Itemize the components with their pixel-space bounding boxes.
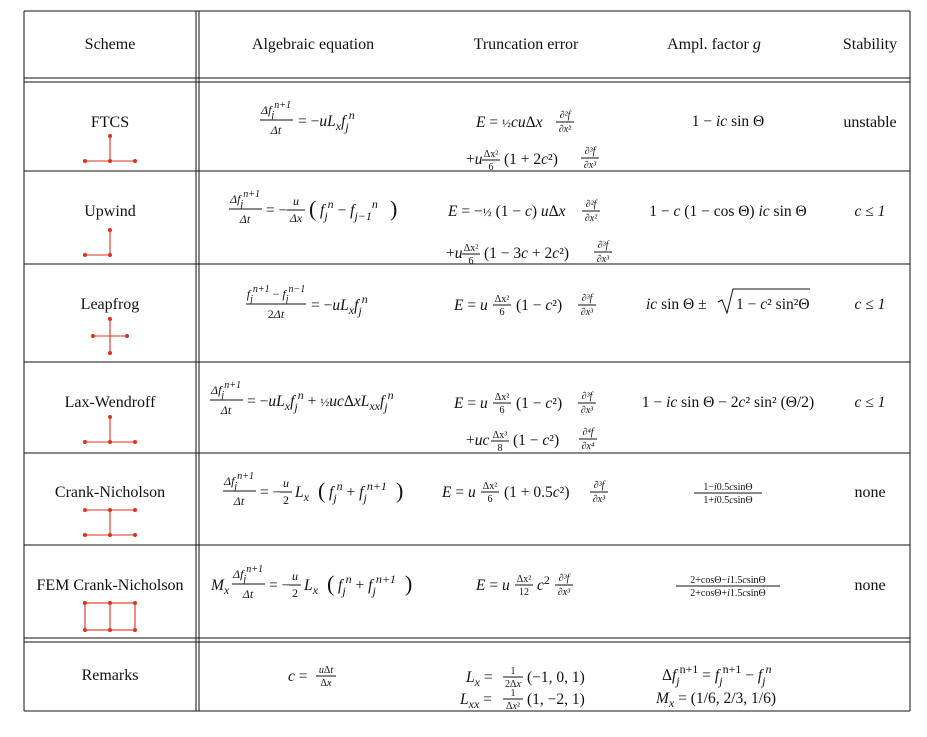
svg-text:E = ½cuΔx: E = ½cuΔx xyxy=(476,114,543,131)
svg-text:= −: = − xyxy=(260,484,282,501)
svg-text:∂³f: ∂³f xyxy=(593,480,605,491)
stability-value: none xyxy=(854,577,886,594)
algebraic-equation xyxy=(229,189,397,226)
svg-text:= −uLxfjn: = $-uL_xf_j^n$ xyxy=(298,108,355,134)
svg-text:E = u: E = u xyxy=(454,297,488,314)
svg-text:∂x³: ∂x³ xyxy=(596,254,610,265)
svg-text:1 − c² sin²Θ: 1 − c² sin²Θ xyxy=(736,296,810,313)
svg-text:= −uLxfjn + ½ucΔxLxxfjn: = $-uL_xf_j^n$ + $\frac{1}{2}uc\Delta xL_{xx}f_j^n$ xyxy=(247,388,394,414)
svg-text:Lx: $L_x$ xyxy=(304,577,318,597)
header-stability: Stability xyxy=(842,36,898,53)
svg-text:+u: +u xyxy=(466,151,483,168)
svg-text:u: u xyxy=(283,476,289,490)
svg-text:∂x²: ∂x² xyxy=(558,124,572,135)
remark-mx: $M_x = (1/6$, 2/3, 1/6) xyxy=(656,690,776,710)
svg-text:(1 − c²): (1 − c²) xyxy=(513,432,560,449)
svg-text:fjn + fjn+1: $f_j^n + f_j^{n+1}$ xyxy=(338,572,396,598)
svg-text:Lx =: $L_x$ = xyxy=(466,669,493,689)
truncation-error xyxy=(453,293,596,318)
stencil-icon xyxy=(83,228,112,257)
svg-text:∂x³: ∂x³ xyxy=(580,405,594,416)
header-ampl-factor: Ampl. factor g xyxy=(667,36,761,53)
truncation-error xyxy=(475,573,573,598)
algebraic-equation xyxy=(210,380,394,417)
stability-value: none xyxy=(854,484,886,501)
svg-text:∂x³: ∂x³ xyxy=(583,160,597,171)
scheme-name: Crank-Nicholson xyxy=(54,484,166,501)
row-leapfrog xyxy=(81,284,886,355)
svg-text:∂x³: ∂x³ xyxy=(557,587,571,598)
svg-text:fjn − fj−1n: $f_j^n - f_{j-1}^n$ xyxy=(320,197,378,223)
svg-text:6: 6 xyxy=(499,405,505,416)
svg-text:∂x⁴: ∂x⁴ xyxy=(581,441,595,452)
svg-text:Δt: Δt xyxy=(220,403,232,417)
svg-text:Δx²: Δx² xyxy=(482,481,498,492)
svg-text:Δfjn+1: $\Delta f_j^{n+1}$ xyxy=(224,471,254,492)
stability-value: c ≤ 1 xyxy=(854,203,886,220)
svg-text:E = u: E = u xyxy=(476,577,510,594)
remark-lxx xyxy=(459,688,585,712)
svg-text:Lx: $L_x$ xyxy=(295,484,309,504)
svg-text:fjn+1 − fjn−1: $f_j^{n+1} - f_j^{n-1}$ xyxy=(246,284,306,305)
svg-text:Δx²: Δx² xyxy=(463,243,479,254)
row-remarks xyxy=(82,662,776,712)
svg-text:fjn + fjn+1: $f_j^n + f_j^{n+1}$ xyxy=(329,479,387,505)
algebraic-equation xyxy=(210,564,412,601)
svg-text:= −: = − xyxy=(269,577,291,594)
svg-text:= −: = − xyxy=(266,202,288,219)
svg-text:(: ( xyxy=(318,478,326,503)
algebraic-equation xyxy=(260,100,355,137)
svg-text:8: 8 xyxy=(497,443,503,454)
svg-text:= −uLxfjn: = $-uL_xf_j^n$ xyxy=(311,292,368,318)
svg-text:ic sin Θ ±: ic sin Θ ± xyxy=(646,296,707,313)
ampl-factor: 1 − ic sin Θ − 2c² sin² (Θ/2) xyxy=(641,394,815,411)
svg-text:∂³f: ∂³f xyxy=(581,391,593,402)
header-algebraic: Algebraic equation xyxy=(251,36,375,53)
remark-delta-f: $\Delta f_j^{n+1} = f_j^{n+1} - f_j^n$ xyxy=(662,662,772,688)
svg-text:Mx: $M_x$ xyxy=(211,577,230,597)
truncation-error xyxy=(441,480,608,505)
stability-value: c ≤ 1 xyxy=(854,394,886,411)
svg-text:Δx²: Δx² xyxy=(494,392,510,403)
scheme-name: FEM Crank-Nicholson xyxy=(36,577,184,594)
stability-value: unstable xyxy=(843,114,897,131)
svg-text:6: 6 xyxy=(487,494,493,505)
svg-text:(1 − 3c + 2c²): (1 − 3c + 2c²) xyxy=(484,245,569,262)
truncation-error xyxy=(446,199,612,267)
ampl-factor: 1 − c (1 − cos Θ) ic sin Θ xyxy=(649,203,807,220)
remark-lx xyxy=(465,666,585,690)
ampl-factor xyxy=(676,575,780,599)
svg-text:∂x²: ∂x² xyxy=(584,213,598,224)
svg-text:+uc: +uc xyxy=(466,432,490,449)
row-lax-wendroff xyxy=(65,380,886,454)
svg-text:Δx²: Δx² xyxy=(483,149,499,160)
svg-text:∂³f: ∂³f xyxy=(584,146,596,157)
svg-text:E = −½ (1 − c) uΔx: E = −½ (1 − c) uΔx xyxy=(448,203,566,220)
svg-text:E = u: E = u xyxy=(454,395,488,412)
remarks-label: Remarks xyxy=(81,667,139,684)
svg-text:Δx: Δx xyxy=(289,211,303,225)
svg-text:): ) xyxy=(390,196,398,221)
svg-text:u: u xyxy=(292,569,298,583)
svg-text:2: 2 xyxy=(283,493,289,507)
svg-text:Δx: Δx xyxy=(320,678,332,689)
svg-text:∂³f: ∂³f xyxy=(558,573,570,584)
svg-text:(1, −2, 1): (1, −2, 1) xyxy=(527,691,585,708)
svg-text:Δx²: Δx² xyxy=(506,701,520,712)
row-crank-nicholson xyxy=(55,471,886,537)
truncation-error xyxy=(466,110,599,173)
stencil-icon xyxy=(83,134,137,163)
svg-text:(: ( xyxy=(327,571,335,596)
svg-text:Δx³: Δx³ xyxy=(492,430,508,441)
scheme-name: Lax-Wendroff xyxy=(64,394,156,411)
svg-text:1+i0.5csinΘ: 1+i0.5csinΘ xyxy=(703,495,753,506)
svg-text:Lxx =: $L_{xx}$ = xyxy=(460,691,492,711)
table-rules xyxy=(24,11,910,711)
svg-text:1: 1 xyxy=(510,688,516,699)
svg-text:∂²f: ∂²f xyxy=(559,110,571,121)
stencil-icon xyxy=(83,601,137,632)
svg-text:Δx²: Δx² xyxy=(494,294,510,305)
svg-text:c2: $c^2$ xyxy=(537,573,550,594)
stability-value: c ≤ 1 xyxy=(854,296,886,313)
svg-text:2+cosΘ−i1.5csinΘ: 2+cosΘ−i1.5csinΘ xyxy=(690,575,766,586)
svg-text:): ) xyxy=(396,478,404,503)
svg-text:c =: c = xyxy=(288,668,308,685)
svg-text:(: ( xyxy=(309,196,317,221)
svg-text:2Δt: 2Δt xyxy=(267,307,285,321)
svg-text:Δt: Δt xyxy=(242,587,254,601)
svg-text:(1 + 0.5c²): (1 + 0.5c²) xyxy=(504,484,570,501)
svg-text:Δfjn+1: $\Delta f_j^{n+1}$ xyxy=(261,100,291,121)
svg-text:): ) xyxy=(405,571,413,596)
header-truncation: Truncation error xyxy=(473,36,579,53)
ampl-factor xyxy=(694,482,762,506)
svg-text:∂³f: ∂³f xyxy=(581,293,593,304)
svg-text:uΔt: uΔt xyxy=(318,665,334,676)
svg-text:6: 6 xyxy=(488,162,494,173)
svg-text:1−i0.5csinΘ: 1−i0.5csinΘ xyxy=(703,482,753,493)
svg-text:Δfjn+1: $\Delta f_j^{n+1}$ xyxy=(211,380,241,401)
header-scheme: Scheme xyxy=(84,36,136,53)
svg-text:Δx²: Δx² xyxy=(516,574,532,585)
svg-text:(1 − c²): (1 − c²) xyxy=(516,297,563,314)
stencil-icon xyxy=(83,415,137,444)
svg-text:2+cosΘ+i1.5csinΘ: 2+cosΘ+i1.5csinΘ xyxy=(690,588,766,599)
scheme-name: Leapfrog xyxy=(80,296,140,313)
svg-text:2: 2 xyxy=(292,586,298,600)
ampl-factor: 1 − ic sin Θ xyxy=(691,113,765,130)
ampl-factor xyxy=(646,289,810,313)
svg-text:∂⁴f: ∂⁴f xyxy=(582,427,594,438)
svg-text:1: 1 xyxy=(510,666,516,677)
svg-text:12: 12 xyxy=(519,587,529,598)
scheme-name: FTCS xyxy=(90,114,130,131)
row-upwind xyxy=(83,189,885,267)
svg-text:6: 6 xyxy=(499,307,505,318)
stencil-icon xyxy=(91,317,129,355)
scheme-name: Upwind xyxy=(84,203,136,220)
svg-text:u: u xyxy=(293,194,299,208)
row-fem-crank-nicholson xyxy=(36,564,885,632)
svg-text:Δfjn+1: $\Delta f_j^{n+1}$ xyxy=(233,564,263,585)
stencil-icon xyxy=(83,508,137,537)
svg-text:E = u: E = u xyxy=(442,484,476,501)
remark-c-definition xyxy=(288,665,336,689)
svg-text:(−1, 0, 1): (−1, 0, 1) xyxy=(527,669,585,686)
row-ftcs xyxy=(83,100,897,173)
algebraic-equation xyxy=(223,471,403,508)
svg-text:∂x³: ∂x³ xyxy=(592,494,606,505)
svg-text:∂³f: ∂³f xyxy=(597,240,609,251)
table-header xyxy=(85,36,897,53)
svg-text:Δt: Δt xyxy=(233,494,245,508)
algebraic-equation xyxy=(246,284,368,321)
svg-text:2Δx: 2Δx xyxy=(505,679,521,690)
svg-text:Δfjn+1: $\Delta f_j^{n+1}$ xyxy=(230,189,260,210)
svg-text:+u: +u xyxy=(446,245,463,262)
svg-text:6: 6 xyxy=(468,256,474,267)
svg-text:(1 − c²): (1 − c²) xyxy=(516,395,563,412)
svg-text:(1 + 2c²): (1 + 2c²) xyxy=(504,151,558,168)
svg-text:Δt: Δt xyxy=(270,123,282,137)
truncation-error xyxy=(453,391,597,454)
svg-text:Δt: Δt xyxy=(239,212,251,226)
svg-text:∂²f: ∂²f xyxy=(585,199,597,210)
svg-text:∂x³: ∂x³ xyxy=(580,307,594,318)
